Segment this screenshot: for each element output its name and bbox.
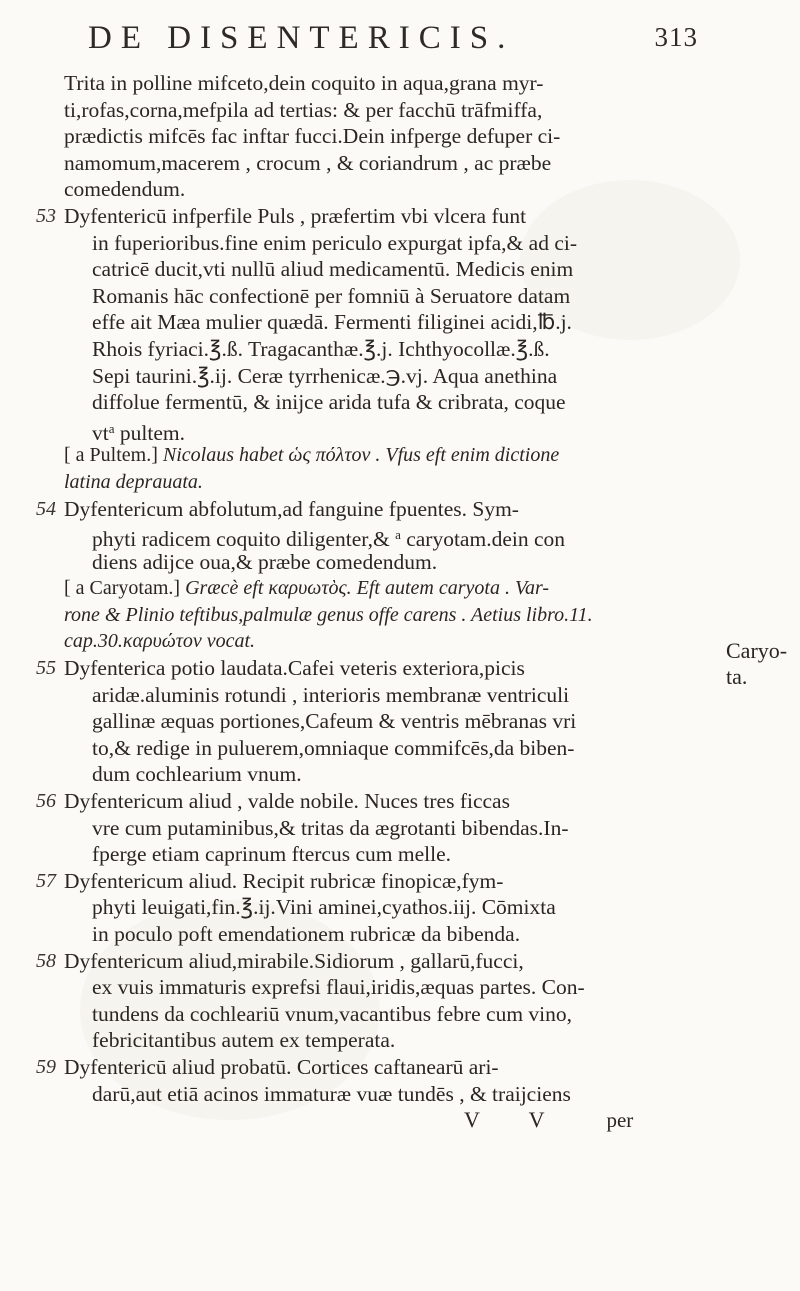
line-text: tundens da cochleariū vnum,vacantibus febre cum vino, <box>92 1001 573 1026</box>
line-text: prædictis mifcēs fac inftar fucci.Dein infperge defuper ci- <box>64 124 561 149</box>
line-text: catricē ducit,vti nullū aliud medicamentū. Medicis enim <box>92 257 574 282</box>
text-line <box>54 1081 708 1108</box>
footnote-line <box>54 469 708 496</box>
line-text: phyti radicem coquito diligenter,& <box>92 527 396 552</box>
paragraph-number: 56 <box>36 790 56 813</box>
footnote-marker: a <box>395 527 401 543</box>
line-text: comedendum. <box>64 177 186 202</box>
footnote-text: cap.30.καρυώτον vocat. <box>64 630 256 653</box>
text-line <box>54 708 708 735</box>
text-line <box>54 283 708 310</box>
text-line <box>54 841 708 868</box>
paragraph-number: 58 <box>36 949 56 972</box>
page-header <box>88 20 698 64</box>
margin-note <box>726 638 798 690</box>
text-line <box>54 974 708 1001</box>
paragraph-number: 53 <box>36 204 56 227</box>
text-line <box>54 682 708 709</box>
text-line <box>54 256 708 283</box>
line-text: Dyfentericū aliud probatū. Cortices caftanearū ari- <box>64 1054 499 1079</box>
text-line <box>54 389 708 416</box>
line-text: Dyfentericum abfolutum,ad fanguine fpuentes. Sym- <box>64 496 519 521</box>
text-line <box>54 176 708 203</box>
text-line <box>54 416 708 443</box>
line-text: dum cochlearium vnum. <box>92 762 302 787</box>
text-line <box>54 150 708 177</box>
footnote-line <box>54 575 708 602</box>
signature-line <box>54 1107 708 1134</box>
text-line <box>54 735 708 762</box>
line-text: Trita in polline mifceto,dein coquito in aqua,grana myr- <box>64 71 544 95</box>
text-line <box>36 655 708 682</box>
text-line <box>36 1054 708 1081</box>
text-line <box>54 522 708 552</box>
line-text: in poculo poft emendationem rubricæ da bibenda. <box>92 922 521 946</box>
line-text: gallinæ æquas portiones,Cafeum & ventris mēbranas vri <box>92 709 577 734</box>
running-title: DE DISENTERICIS. <box>88 20 515 56</box>
line-text: pultem. <box>114 420 185 445</box>
text-line <box>54 336 708 363</box>
line-text: febricitantibus autem ex temperata. <box>92 1028 396 1053</box>
line-text: vt <box>92 420 109 445</box>
text-line <box>36 868 708 895</box>
footnote-text: rone & Plinio teftibus,palmulæ genus offe carens . Aetius libro.11. <box>64 603 593 626</box>
footnote-line <box>54 442 708 469</box>
line-text: diens adijce oua,& præbe comedendum. <box>92 549 438 574</box>
line-text: Rhois fyriaci.℥.ß. Tragacanthæ.℥.j. Ichthyocollæ.℥.ß. <box>92 336 550 361</box>
line-text: ti,rofas,corna,mefpila ad tertias: & per facchū trāfmiffa, <box>64 97 543 122</box>
paragraph-number: 55 <box>36 657 56 680</box>
footnote-lemma: [ a Pultem.] <box>64 444 163 467</box>
text-line <box>54 894 708 921</box>
text-line <box>54 97 708 124</box>
line-text: darū,aut etiā acinos immaturæ vuæ tundēs , & traijciens <box>92 1081 571 1106</box>
line-text: Dyfentericum aliud. Recipit rubricæ finopicæ,fym- <box>64 868 504 893</box>
line-text: ex vuis immaturis exprefsi flaui,iridis,æquas partes. Con- <box>92 975 585 1000</box>
footnote-text: latina deprauata. <box>64 470 203 493</box>
text-line <box>54 1001 708 1028</box>
page-number: 313 <box>654 22 698 52</box>
line-text: vre cum putaminibus,& tritas da ægrotanti bibendas.In- <box>92 815 569 840</box>
text-line <box>54 549 708 576</box>
text-line <box>54 70 708 97</box>
line-text: Sepi taurini.℥.ij. Ceræ tyrrhenicæ.℈.vj. Aqua anethina <box>92 363 558 388</box>
footnote-text: Græcè eft καρυωτὸς. Eft autem caryota . Var- <box>185 577 550 600</box>
body-text <box>36 70 708 1134</box>
text-line <box>54 1027 708 1054</box>
margin-note-text: Caryo- ta. <box>726 638 788 689</box>
line-text: namomum,macerem , crocum , & coriandrum , ac præbe <box>64 150 552 175</box>
line-text: Dyfentericū infperfile Puls , præfertim vbi vlcera funt <box>64 203 527 228</box>
line-text: Dyfenterica potio laudata.Cafei veteris exteriora,picis <box>64 656 525 681</box>
paragraph-number: 57 <box>36 869 56 892</box>
footnote-line <box>54 628 708 655</box>
text-line <box>54 761 708 788</box>
text-line <box>36 948 708 975</box>
catchword: per <box>606 1108 634 1133</box>
paragraph-number: 59 <box>36 1055 56 1078</box>
text-line <box>36 496 708 523</box>
signature-mark: V V <box>464 1107 567 1133</box>
text-line <box>54 363 708 390</box>
line-text: diffolue fermentū, & inijce arida tufa & cribrata, coque <box>92 390 566 415</box>
line-text: in fuperioribus.fine enim periculo expurgat ipfa,& ad ci- <box>92 230 577 255</box>
footnote-lemma: [ a Caryotam.] <box>64 577 186 600</box>
paragraph-number: 54 <box>36 497 56 520</box>
line-text: caryotam.dein con <box>400 527 566 552</box>
line-text: fperge etiam caprinum ftercus cum melle. <box>92 842 451 867</box>
line-text: effe ait Mæa mulier quædā. Fermenti filiginei acidi,℔.j. <box>92 310 572 335</box>
text-line <box>54 921 708 948</box>
text-line <box>54 123 708 150</box>
line-text: Dyfentericum aliud,mirabile.Sidiorum , gallarū,fucci, <box>64 948 524 973</box>
footnote-line <box>54 602 708 629</box>
line-text: phyti leuigati,fin.℥.ij.Vini aminei,cyathos.iij. Cōmixta <box>92 895 556 920</box>
line-text: to,& redige in puluerem,omniaque commifcēs,da biben- <box>92 735 575 760</box>
text-line <box>54 815 708 842</box>
line-text: Dyfentericum aliud , valde nobile. Nuces tres ficcas <box>64 789 510 814</box>
line-text: Romanis hāc confectionē per fomniū à Seruatore datam <box>92 283 571 308</box>
footnote-marker: a <box>108 420 115 436</box>
text-line <box>36 788 708 815</box>
text-line <box>36 203 708 230</box>
footnote-text: Nicolaus habet ὡς πόλτον . Vfus eft enim dictione <box>162 444 560 467</box>
line-text: aridæ.aluminis rotundi , interioris membranæ ventriculi <box>92 682 570 707</box>
text-line <box>54 309 708 336</box>
text-line <box>54 230 708 257</box>
